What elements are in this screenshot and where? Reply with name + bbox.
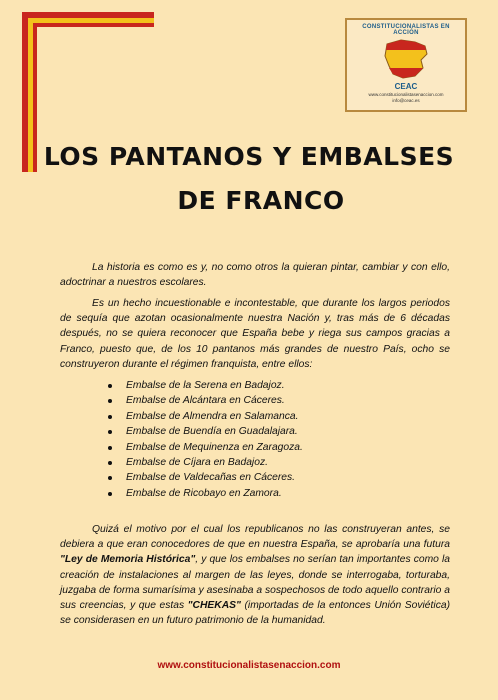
conclusion-law-name: "Ley de Memoria Histórica"	[60, 554, 196, 566]
list-item: Embalse de Mequinenza en Zaragoza.	[106, 440, 303, 455]
spain-map-icon	[381, 36, 431, 82]
reservoir-list	[106, 378, 303, 501]
ceac-logo	[345, 18, 467, 112]
list-item: Embalse de Buendía en Guadalajara.	[106, 424, 303, 439]
logo-url: www.constitucionalistasenaccion.com	[368, 92, 444, 97]
list-item: Embalse de Almendra en Salamanca.	[106, 409, 303, 424]
paragraph-intro: La historia es como es y, no como otros la quieran pintar, cambiar y con ello, adoctrinar a nuestros escolares.	[60, 262, 450, 289]
logo-arc-text: CONSTITUCIONALISTAS EN ACCIÓN	[362, 24, 450, 36]
paragraph-conclusion	[60, 522, 450, 628]
paragraph-main: Es un hecho incuestionable e incontestable, que durante los largos periodos de sequía que azotan ocasionalmente nuestra Nación y, tras más de 6 décadas después, no se quiera reconocer que España bebe y riega sus campos gracias a Franco, puesto que, de los 10 pantanos más grandes de nuestro País, ocho se construyeron durante el régimen franquista, entre ellos:	[60, 298, 450, 370]
conclusion-text-c: , y que los embalses no serían tan importantes como la creación de instalaciones al margen de las leyes, donde se interrogaba, torturaba, juzgaba de forma sumarísima y asesinaba a sospechosos de todo aquello contrario a sus creencias, y que estas	[60, 554, 451, 612]
list-item: Embalse de Ricobayo en Zamora.	[106, 486, 303, 501]
logo-email: info@ceac.es	[392, 98, 420, 103]
footer-link[interactable]: www.constitucionalistasenaccion.com	[157, 660, 341, 671]
list-item: Embalse de Alcántara en Cáceres.	[106, 393, 303, 408]
page-title-line2: DE FRANCO	[177, 186, 345, 215]
logo-name: CEAC	[394, 82, 418, 91]
list-item: Embalse de la Serena en Badajoz.	[106, 378, 303, 393]
conclusion-text-e: (importadas de la entonces Unión Soviética) se considerasen en un futuro patrimonio de la humanidad.	[60, 600, 450, 627]
list-item: Embalse de Valdecañas en Cáceres.	[106, 470, 303, 485]
conclusion-text-a: Quizá el motivo por el cual los republicanos no las construyeran antes, se debiera a que eran conocedores de que en nuestra España, se aprobaría una futura	[60, 524, 450, 551]
list-item: Embalse de Cíjara en Badajoz.	[106, 455, 303, 470]
page-title-line1: LOS PANTANOS Y EMBALSES	[43, 142, 455, 171]
conclusion-chekas: "CHEKAS"	[187, 600, 241, 612]
